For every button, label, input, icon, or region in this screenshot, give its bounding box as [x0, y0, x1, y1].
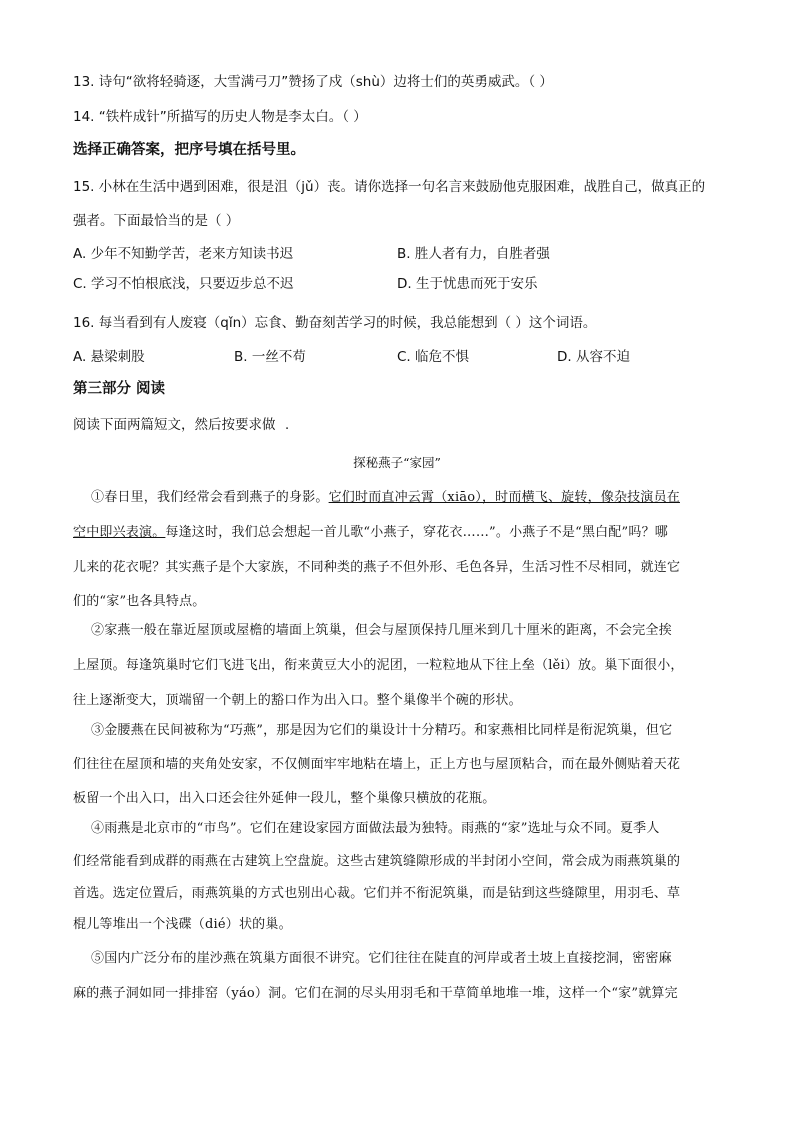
question-15-line1: 15. 小林在生活中遇到困难，很是沮（jǔ）丧。请你选择一句名言来鼓励他克服困难，战胜自己，做真正的 [73, 179, 706, 195]
p1-line3: 儿来的花衣呢？其实燕子是个大家族，不同种类的燕子不但外形、毛色各异，生活习性不尽相同，就连它 [73, 560, 681, 575]
p1-line4: 们的“家”也各具特点。 [73, 594, 206, 609]
p1-line1 [91, 489, 680, 507]
p4-line1: ④雨燕是北京市的“市鸟”。它们在建设家园方面做法最为独特。雨燕的“家”选址与众不同。夏季人 [91, 821, 660, 836]
p2-line3: 往上逐渐变大，顶端留一个朝上的豁口作为出入口。整个巢像半个碗的形状。 [73, 693, 522, 708]
p2-line1: ②家燕一般在靠近屋顶或屋檐的墙面上筑巢，但会与屋顶保持几厘米到几十厘米的距离，不会完全挨 [91, 623, 672, 638]
q15-option-a: A. 少年不知勤学苦，老来方知读书迟 [73, 246, 294, 262]
q15-option-b: B. 胜人者有力，自胜者强 [397, 246, 550, 262]
p4-line3: 首选。选定位置后，雨燕筑巢的方式也别出心裁。它们并不衔泥筑巢，而是钻到这些缝隙里，用羽毛、草 [73, 886, 681, 901]
q15-option-d: D. 生于忧患而死于安乐 [397, 276, 538, 292]
article-title: 探秘燕子“家园” [353, 455, 441, 470]
question-16-line1: 16. 每当看到有人废寝（qǐn）忘食、勤奋刻苦学习的时候，我总能想到（ ）这个词语。 [73, 315, 597, 331]
p3-line1: ③金腰燕在民间被称为“巧燕”，那是因为它们的巢设计十分精巧。和家燕相比同样是衔泥筑巢，但它 [91, 723, 673, 738]
question-15-line2: 强者。下面最恰当的是（ ） [73, 213, 240, 229]
p3-line3: 板留一个出入口，出入口还会往外延伸一段儿，整个巢像只横放的花瓶。 [73, 791, 496, 806]
p4-line2: 们经常能看到成群的雨燕在古建筑上空盘旋。这些古建筑缝隙形成的半封闭小空间，常会成为雨燕筑巢的 [73, 854, 681, 869]
p3-line2: 们往往在屋顶和墙的夹角处安家，不仅侧面牢牢地粘在墙上，正上方也与屋顶粘合，而在最外侧贴着天花 [73, 757, 681, 772]
section-heading-choose: 选择正确答案，把序号填在括号里。 [73, 142, 305, 158]
q16-option-d: D. 从容不迫 [557, 349, 630, 365]
section-3-heading: 第三部分 阅读 [73, 381, 166, 397]
p1-line2-underlined: 空中即兴表演。 [73, 525, 166, 540]
p1-line2 [73, 524, 668, 542]
q15-option-c: C. 学习不怕根底浅，只要迈步总不迟 [73, 276, 294, 292]
p1-line2-plain: 每逢这时，我们总会想起一首儿歌“小燕子，穿花衣……”。小燕子不是“黑白配”吗？哪 [165, 525, 668, 540]
reading-instruction: 阅读下面两篇短文，然后按要求做 [73, 417, 276, 433]
q16-option-b: B. 一丝不苟 [234, 349, 306, 365]
question-14: 14. “铁杵成针”所描写的历史人物是李太白。（ ） [73, 109, 367, 125]
q16-option-a: A. 悬梁刺股 [73, 349, 145, 365]
p5-line1: ⑤国内广泛分布的崖沙燕在筑巢方面很不讲究。它们往往在陡直的河岸或者土坡上直接挖洞，密密麻 [91, 951, 672, 966]
p2-line2: 上屋顶。每逢筑巢时它们飞进飞出，衔来黄豆大小的泥团，一粒粒地从下往上垒（lěi）放。巢下面很小， [73, 658, 684, 673]
question-13: 13. 诗句“欲将轻骑逐，大雪满弓刀”赞扬了戍（shù）边将士们的英勇威武。（ ） [73, 74, 553, 90]
p4-line4: 棍儿等堆出一个浅碟（dié）状的巢。 [73, 917, 292, 932]
p1-line1-plain: ①春日里，我们经常会看到燕子的身影。 [91, 490, 329, 505]
p1-line1-underlined: 它们时而直冲云霄（xiāo），时而横飞、旋转，像杂技演员在 [328, 490, 680, 505]
instruction-period-mark: . [285, 418, 290, 433]
p5-line2: 麻的燕子洞如同一排排窑（yáo）洞。它们在洞的尽头用羽毛和干草简单地堆一堆，这样一个“家”就算完 [73, 986, 678, 1001]
q16-option-c: C. 临危不惧 [397, 349, 470, 365]
